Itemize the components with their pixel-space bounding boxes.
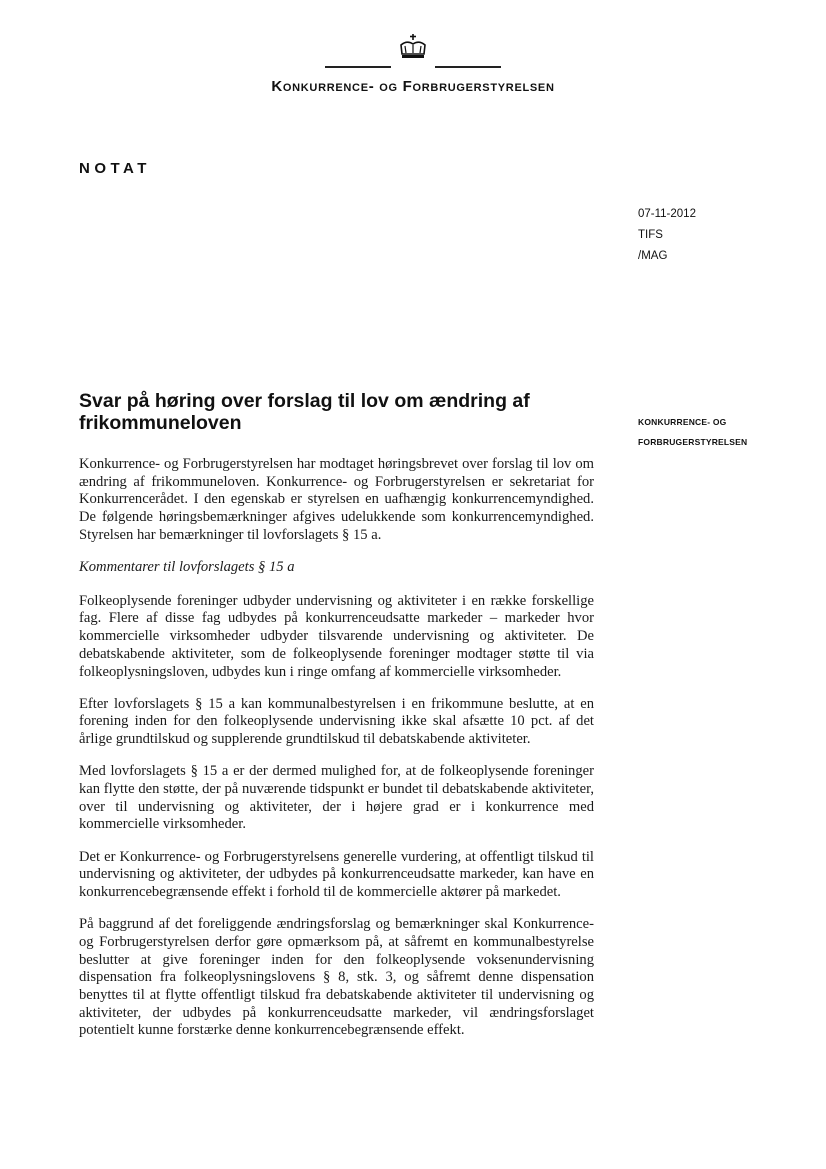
author-initials: /MAG xyxy=(638,250,668,262)
body-paragraph: På baggrund af det foreliggende ændringsforslag og bemærkninger skal Konkurrence- og Forbrugerstyrelsen derfor gøre opmærksom på, at såfremt en kommunalbestyrelse beslutter at give foreninger inden for den folkeoplysende voksenundervisning dispensation fra folkeoplysningslovens § 8, stk. 3, og såfremt denne dispensation benyttes til at flytte offentligt tilskud fra debatskabende aktiviteter til undervisning og aktiviteter, der udbydes på konkurrenceudsatte markeder, vil ændringsforslaget potentielt kunne forstærke denne konkurrencebegrænsende effekt. xyxy=(79,916,594,1039)
sidebar-agency-name xyxy=(638,412,747,452)
document-type: NOTAT xyxy=(79,160,151,177)
logo-rule-left xyxy=(325,66,391,68)
section-subheading: Kommentarer til lovforslagets § 15 a xyxy=(79,559,295,576)
sidebar-agency-line-1: KONKURRENCE- OG xyxy=(638,417,727,427)
page-title: Svar på høring over forslag til lov om ændring af frikommuneloven xyxy=(79,390,530,434)
office-code: TIFS xyxy=(638,229,663,241)
document-date: 07-11-2012 xyxy=(638,208,696,220)
intro-paragraph: Konkurrence- og Forbrugerstyrelsen har modtaget høringsbrevet over forslag til lov om ændring af frikommuneloven. Konkurrence- og Forbrugerstyrelsen er sekretariat for Konkurrencerådet. I den egenskab er styrelsen en uafhængig konkurrencemyndighed. De følgende høringsbemærkninger afgives udelukkende som konkurrencemyndighed. Styrelsen har bemærkninger til lovforslagets § 15 a. xyxy=(79,456,594,543)
document-meta xyxy=(638,204,696,267)
agency-name: Konkurrence- og Forbrugerstyrelsen xyxy=(271,78,555,95)
body-paragraph: Det er Konkurrence- og Forbrugerstyrelsens generelle vurdering, at offentligt tilskud til undervisning og aktiviteter, der udbydes på konkurrenceudsatte markeder, kan have en konkurrencebegrænsende effekt i forhold til de kommercielle aktører på markedet. xyxy=(79,848,594,901)
body-text xyxy=(79,456,594,1055)
sidebar-agency-line-2: FORBRUGERSTYRELSEN xyxy=(638,437,748,447)
body-paragraph: Efter lovforslagets § 15 a kan kommunalbestyrelsen i en frikommune beslutte, at en forening inden for den folkeoplysende undervisning ikke skal afsætte 10 pct. af det årlige grundtilskud og supplerende grundtilskud til debatskabende aktiviteter. xyxy=(79,695,594,748)
body-paragraph: Folkeoplysende foreninger udbyder undervisning og aktiviteter i en række forskellige fag. Flere af disse fag udbydes på konkurrenceudsatte markeder – markeder hvor kommercielle virksomheder udbyder tilsvarende undervisning og aktiviteter. De debatskabende aktiviteter, som de folkeoplysende foreninger modtager støtte til via folkeoplysningsloven, udbydes kun i ringe omfang af kommercielle virksomheder. xyxy=(79,592,594,680)
logo-rule-right xyxy=(435,66,501,68)
body-paragraph: Med lovforslagets § 15 a er der dermed mulighed for, at de folkeoplysende foreninger kan flytte den støtte, der på nuværende tidspunkt er bundet til debatskabende aktiviteter, over til undervisning og aktiviteter, der i højere grad er i konkurrence med kommercielle virksomheder. xyxy=(79,763,594,833)
crown-logo-icon xyxy=(393,33,433,63)
